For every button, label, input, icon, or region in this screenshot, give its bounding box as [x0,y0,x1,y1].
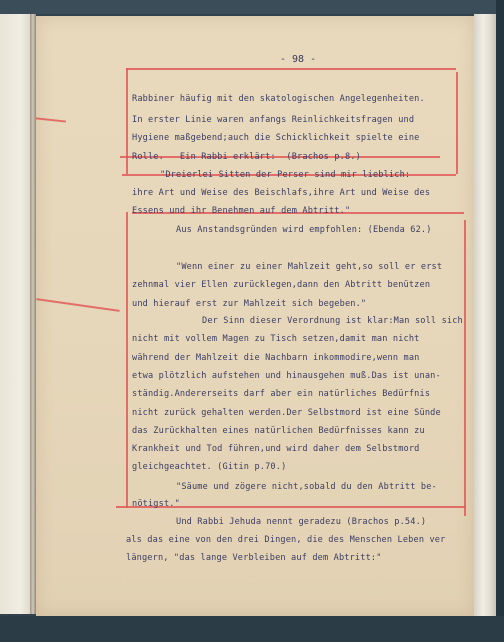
text-line-7: Essens und ihr Benehmen auf dem Abtritt." [132,206,351,216]
text-line-17: nicht zurück gehalten werden.Der Selbstmord ist eine Sünde [132,408,441,418]
text-line-13: nicht mit vollem Magen zu Tisch setzen,damit man nicht [132,334,420,344]
text-line-14: während der Mahlzeit die Nachbarn inkommodire,wenn man [132,353,420,363]
text-line-19: Krankheit und Tod führen,und wird daher dem Selbstmord [132,444,420,454]
red-underline-5 [36,298,119,311]
document-page [36,16,474,616]
text-line-2: In erster Linie waren anfangs Reinlichkeitsfragen und [132,115,415,125]
text-line-16: ständig.Andererseits darf aber ein natürliches Bedürfnis [132,389,431,399]
page-stack-edge [474,14,496,618]
red-margin-line-right [456,72,458,174]
bottom-border [0,616,504,642]
text-line-22: nötigst." [132,499,180,509]
page-number: - 98 - [280,54,317,65]
red-margin-line-right-2 [464,220,466,516]
text-line-20: gleichgeachtet. (Gitin p.70.) [132,462,287,472]
left-page-edge [0,14,34,614]
text-line-12: Der Sinn dieser Verordnung ist klar:Man soll sich [202,316,463,326]
text-line-8: Aus Anstandsgründen wird empfohlen: (Ebenda 62.) [176,225,432,235]
text-line-5: "Dreierlei Sitten der Perser sind mir lieblich: [160,170,411,180]
text-line-6: ihre Art und Weise des Beischlafs,ihre Art und Weise des [132,188,431,198]
text-line-11: und hierauf erst zur Mahlzeit sich begeben." [132,299,367,309]
text-line-10: zehnmal vier Ellen zurücklegen,dann den Abtritt benützen [132,280,431,290]
text-line-18: das Zurückhalten eines natürlichen Bedürfnisses kann zu [132,426,425,436]
text-line-1: Rabbiner häufig mit den skatologischen Angelegenheiten. [132,94,425,104]
red-margin-line-left-2 [126,212,128,508]
text-line-9: "Wenn einer zu einer Mahlzeit geht,so soll er erst [176,262,443,272]
red-underline-1 [36,117,66,122]
text-line-25: längern, "das lange Verbleiben auf dem Abtritt:" [126,553,382,563]
right-border [496,0,504,642]
text-line-3: Hygiene maßgebend;auch die Schicklichkeit spielte eine [132,133,420,143]
text-line-21: "Säume und zögere nicht,sobald du den Abtritt be- [176,482,437,492]
text-line-15: etwa plötzlich aufstehen und hinausgehen muß.Das ist unan- [132,371,441,381]
red-underline-top [126,68,456,70]
text-line-23: Und Rabbi Jehuda nennt geradezu (Brachos p.54.) [176,517,427,527]
text-line-4: Rolle. Ein Rabbi erklärt: (Brachos p.8.) [132,152,361,162]
text-line-24: als das eine von den drei Dingen, die des Menschen Leben ver [126,535,446,545]
binder-top-edge [0,0,504,14]
red-margin-line-left [126,68,128,174]
